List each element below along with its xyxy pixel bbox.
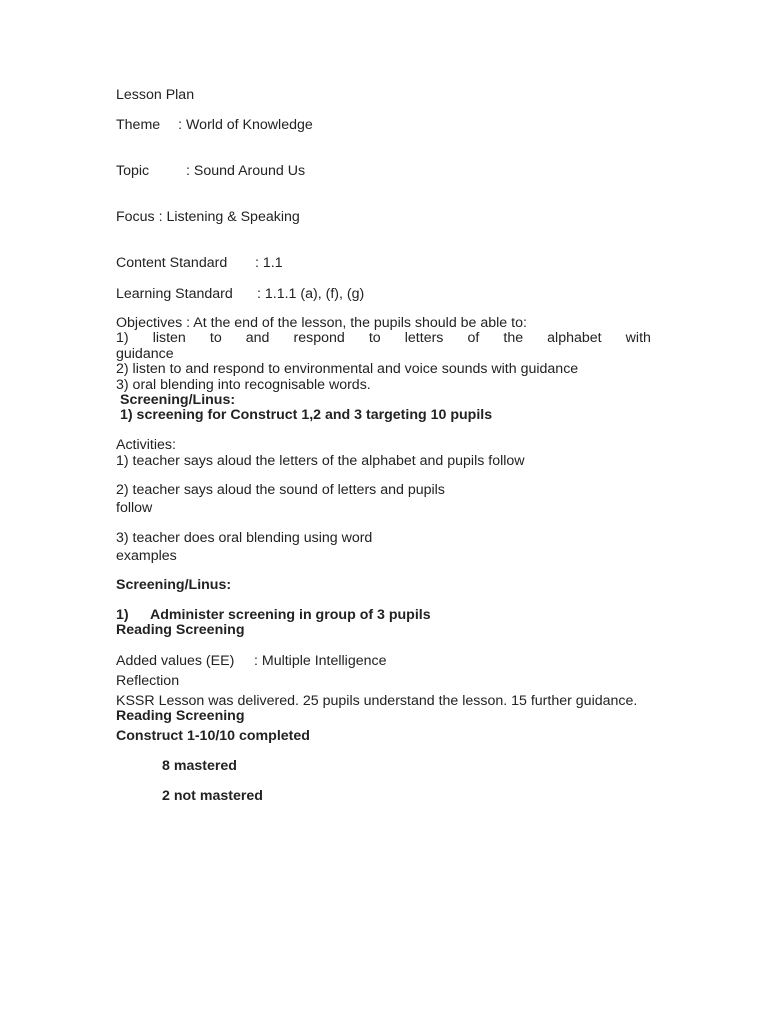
activity-item-1: 1) teacher says aloud the letters of the alphabet and pupils follow bbox=[116, 453, 525, 469]
theme-label: Theme bbox=[116, 117, 161, 133]
topic-label: Topic bbox=[116, 163, 150, 179]
activities-heading: Activities: bbox=[116, 437, 176, 453]
reflection-reading-screening: Reading Screening bbox=[116, 708, 245, 724]
reflection-heading: Reflection bbox=[116, 673, 180, 689]
objective-1-word: with bbox=[625, 330, 651, 346]
objective-1-word: letters bbox=[404, 330, 444, 346]
not-mastered-count: 2 not mastered bbox=[162, 788, 263, 804]
objective-item-2: 2) listen to and respond to environmental and voice sounds with guidance bbox=[116, 361, 579, 377]
objective-1-word: alphabet bbox=[547, 330, 602, 346]
added-values-value: : Multiple Intelligence bbox=[254, 653, 387, 669]
objective-1-word: to bbox=[209, 330, 222, 346]
activity-item-3-continued: examples bbox=[116, 548, 177, 564]
theme-row bbox=[116, 117, 313, 134]
content-standard-label: Content Standard bbox=[116, 255, 228, 271]
objective-item-1 bbox=[116, 330, 651, 347]
topic-row bbox=[116, 163, 305, 180]
objective-item-1-continued: guidance bbox=[116, 346, 174, 362]
objective-1-word: the bbox=[503, 330, 524, 346]
focus-line: Focus : Listening & Speaking bbox=[116, 209, 300, 225]
screening-item-1: 1) screening for Construct 1,2 and 3 targeting 10 pupils bbox=[120, 407, 493, 423]
objective-1-word: of bbox=[467, 330, 480, 346]
learning-standard-value: : 1.1.1 (a), (f), (g) bbox=[257, 286, 365, 302]
objective-item-3: 3) oral blending into recognisable words. bbox=[116, 377, 371, 393]
mastered-count: 8 mastered bbox=[162, 758, 237, 774]
objectives-intro: Objectives : At the end of the lesson, the pupils should be able to: bbox=[116, 315, 527, 331]
activity-item-2: 2) teacher says aloud the sound of letters and pupils bbox=[116, 482, 445, 498]
document-title: Lesson Plan bbox=[116, 87, 195, 103]
screening-item-number: 1) bbox=[116, 607, 129, 623]
reflection-text: KSSR Lesson was delivered. 25 pupils understand the lesson. 15 further guidance. bbox=[116, 693, 638, 709]
screening-heading-1: Screening/Linus: bbox=[120, 392, 236, 408]
topic-value: : Sound Around Us bbox=[186, 163, 306, 179]
objective-1-word: respond bbox=[293, 330, 345, 346]
objective-1-word: 1) bbox=[116, 330, 129, 346]
objective-1-word: and bbox=[245, 330, 270, 346]
activity-item-2-continued: follow bbox=[116, 500, 153, 516]
theme-value: : World of Knowledge bbox=[178, 117, 313, 133]
added-values-row bbox=[116, 653, 387, 670]
objective-1-word: to bbox=[368, 330, 381, 346]
learning-standard-row bbox=[116, 286, 364, 303]
construct-completed: Construct 1-10/10 completed bbox=[116, 728, 310, 744]
content-standard-row bbox=[116, 255, 283, 272]
objective-1-word: listen bbox=[152, 330, 186, 346]
reading-screening-sub: Reading Screening bbox=[116, 622, 245, 638]
activity-item-3: 3) teacher does oral blending using word bbox=[116, 530, 373, 546]
screening-heading-2: Screening/Linus: bbox=[116, 577, 232, 593]
screening-item-text: Administer screening in group of 3 pupils bbox=[150, 607, 431, 623]
added-values-label: Added values (EE) bbox=[116, 653, 235, 669]
learning-standard-label: Learning Standard bbox=[116, 286, 233, 302]
content-standard-value: : 1.1 bbox=[255, 255, 283, 271]
